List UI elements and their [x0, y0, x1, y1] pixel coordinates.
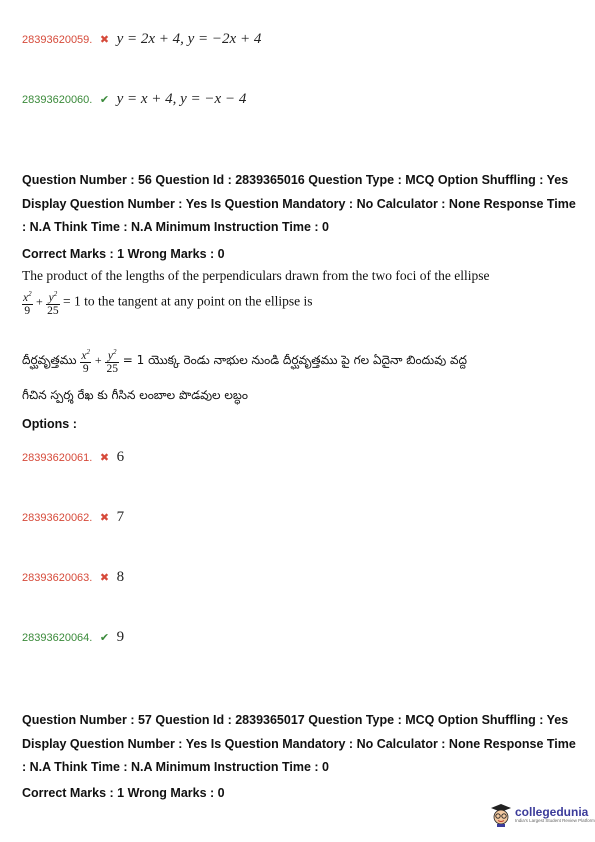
question-meta-line: : N.A Think Time : N.A Minimum Instruction Time : 0 [22, 760, 329, 774]
option-value: y = x + 4, y = −x − 4 [116, 91, 247, 107]
question-text-telugu: గీచిన స్పర్శ రేఖ కు గీసిన లంబాల పొడవుల లబ్ధం [22, 388, 248, 402]
student-mascot-icon [490, 803, 512, 827]
option-value: 9 [116, 629, 125, 645]
logo-text: collegedunia [515, 805, 589, 819]
option-row [22, 91, 246, 108]
option-row [22, 509, 124, 526]
cross-icon: ✖ [99, 451, 110, 464]
question-marks: Correct Marks : 1 Wrong Marks : 0 [22, 786, 225, 800]
option-id: 28393620060. [22, 94, 93, 106]
option-value: 8 [116, 569, 125, 585]
collegedunia-logo [490, 803, 595, 827]
question-text: The product of the lengths of the perpendiculars drawn from the two foci of the ellipse [22, 268, 490, 283]
question-meta-line: Display Question Number : Yes Is Question Mandatory : No Calculator : None Response Time [22, 737, 576, 751]
question-meta-line: : N.A Think Time : N.A Minimum Instruction Time : 0 [22, 220, 329, 234]
cross-icon: ✖ [99, 33, 110, 46]
options-label: Options : [22, 417, 77, 431]
check-icon: ✔ [99, 631, 110, 644]
telugu-prefix: దీర్ఘవృత్తము [22, 352, 77, 367]
telugu-tail: = 1 యొక్క రెండు నాభుల నుండి దీర్ఘవృత్తము పై గల ఏదైనా బిందువు వద్ద [122, 352, 467, 367]
option-value: 7 [116, 509, 125, 525]
option-id: 28393620064. [22, 632, 93, 644]
option-row [22, 31, 261, 48]
option-row [22, 569, 124, 586]
check-icon: ✔ [99, 93, 110, 106]
question-text-tail: = 1 to the tangent at any point on the ellipse is [63, 293, 313, 309]
option-id: 28393620062. [22, 512, 93, 524]
option-value: y = 2x + 4, y = −2x + 4 [116, 31, 262, 47]
option-id: 28393620059. [22, 34, 93, 46]
option-value: 6 [116, 449, 125, 465]
fraction: $\frac{x^2}{9}$ [23, 290, 32, 317]
fraction: $\frac{y^2}{25}$ [47, 290, 59, 317]
fraction: $\frac{x^2}{9}$ [81, 348, 91, 375]
option-row [22, 629, 124, 646]
question-text-telugu: దీర్ఘవృత్తము $\frac{x^2}{9}$ + $\frac{y^2}{25}$ = 1 యొక్క రెండు నాభుల నుండి దీర్ఘవృత్తము పై గల ఏదైనా బిందువు వద్ద [22, 348, 467, 375]
cross-icon: ✖ [99, 511, 110, 524]
question-marks: Correct Marks : 1 Wrong Marks : 0 [22, 247, 225, 261]
option-row [22, 449, 124, 466]
logo-tagline: India's Largest Student Review Platform [515, 818, 595, 823]
option-id: 28393620061. [22, 452, 93, 464]
question-meta-line: Question Number : 56 Question Id : 2839365016 Question Type : MCQ Option Shuffling : Yes [22, 173, 569, 187]
option-id: 28393620063. [22, 572, 93, 584]
cross-icon: ✖ [99, 571, 110, 584]
question-meta-line: Display Question Number : Yes Is Question Mandatory : No Calculator : None Response Time [22, 197, 576, 211]
fraction: $\frac{y^2}{25}$ [106, 348, 118, 375]
question-meta-line: Question Number : 57 Question Id : 2839365017 Question Type : MCQ Option Shuffling : Yes [22, 713, 569, 727]
question-text-equation: $\frac{x^2}{9}$ + $\frac{y^2}{25}$ = 1 to the tangent at any point on the ellipse is [23, 290, 313, 317]
